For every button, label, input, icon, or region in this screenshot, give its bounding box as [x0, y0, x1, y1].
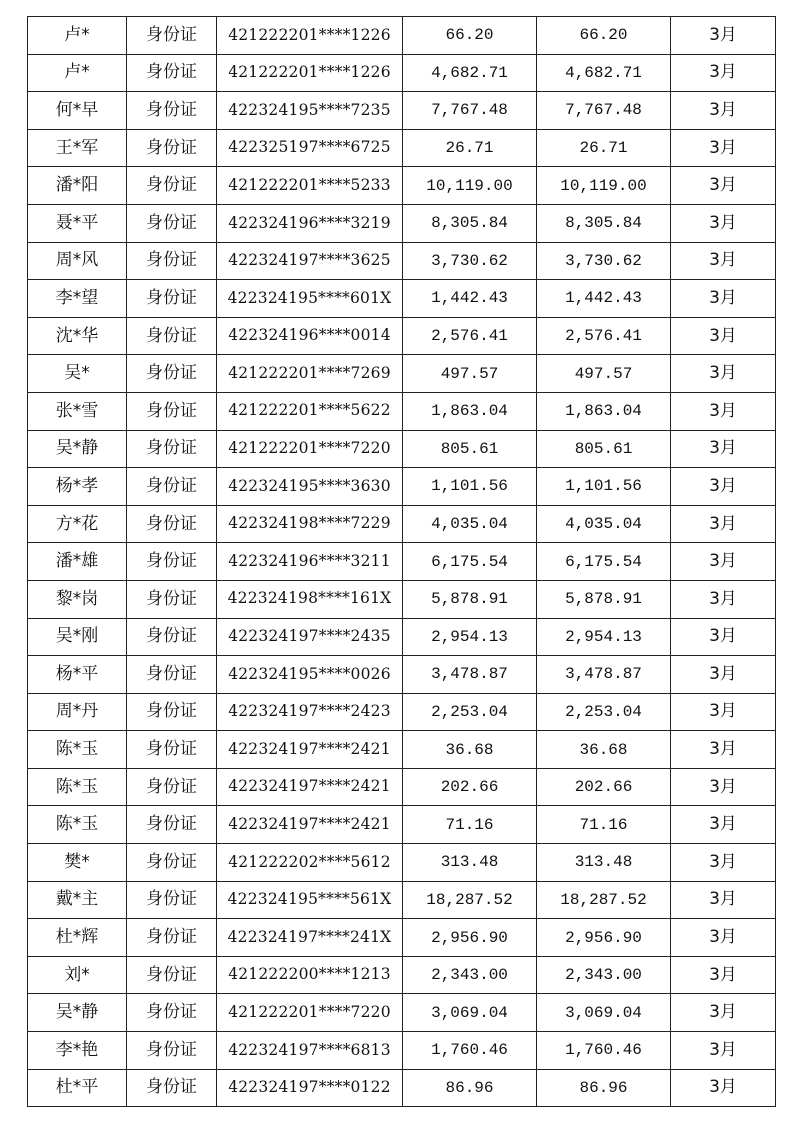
month-cell: 3月 [671, 768, 776, 806]
table-row [28, 54, 776, 92]
amount-a-cell: 1,101.56 [403, 468, 537, 506]
month-cell: 3月 [671, 844, 776, 882]
amount-a-cell: 5,878.91 [403, 580, 537, 618]
id-type-cell: 身份证 [127, 242, 217, 280]
amount-a-cell: 2,576.41 [403, 317, 537, 355]
id-type-cell: 身份证 [127, 280, 217, 318]
amount-a-cell: 26.71 [403, 129, 537, 167]
name-cell: 周*风 [28, 242, 127, 280]
id-type-cell: 身份证 [127, 317, 217, 355]
amount-a-cell: 10,119.00 [403, 167, 537, 205]
id-number-cell: 422324198****161X [217, 580, 403, 618]
name-cell: 樊* [28, 844, 127, 882]
amount-b-cell: 10,119.00 [537, 167, 671, 205]
month-cell: 3月 [671, 881, 776, 919]
table-row [28, 505, 776, 543]
amount-b-cell: 71.16 [537, 806, 671, 844]
name-cell: 戴*主 [28, 881, 127, 919]
amount-a-cell: 71.16 [403, 806, 537, 844]
amount-b-cell: 2,956.90 [537, 919, 671, 957]
id-number-cell: 422324196****3211 [217, 543, 403, 581]
month-cell: 3月 [671, 242, 776, 280]
payment-table-sheet [27, 16, 775, 1107]
month-cell: 3月 [671, 731, 776, 769]
table-row [28, 92, 776, 130]
amount-b-cell: 7,767.48 [537, 92, 671, 130]
table-row [28, 1032, 776, 1070]
table-row [28, 204, 776, 242]
amount-b-cell: 4,035.04 [537, 505, 671, 543]
amount-b-cell: 2,954.13 [537, 618, 671, 656]
name-cell: 杨*孝 [28, 468, 127, 506]
id-type-cell: 身份证 [127, 994, 217, 1032]
amount-b-cell: 2,343.00 [537, 956, 671, 994]
id-type-cell: 身份证 [127, 580, 217, 618]
id-number-cell: 421222201****1226 [217, 54, 403, 92]
amount-b-cell: 805.61 [537, 430, 671, 468]
id-type-cell: 身份证 [127, 204, 217, 242]
month-cell: 3月 [671, 919, 776, 957]
id-number-cell: 422324197****2421 [217, 731, 403, 769]
month-cell: 3月 [671, 956, 776, 994]
id-number-cell: 422324197****2423 [217, 693, 403, 731]
id-type-cell: 身份证 [127, 392, 217, 430]
id-type-cell: 身份证 [127, 505, 217, 543]
amount-b-cell: 1,442.43 [537, 280, 671, 318]
id-number-cell: 422324198****7229 [217, 505, 403, 543]
amount-b-cell: 8,305.84 [537, 204, 671, 242]
id-type-cell: 身份证 [127, 167, 217, 205]
amount-a-cell: 8,305.84 [403, 204, 537, 242]
month-cell: 3月 [671, 129, 776, 167]
table-row [28, 317, 776, 355]
month-cell: 3月 [671, 355, 776, 393]
month-cell: 3月 [671, 580, 776, 618]
name-cell: 张*雪 [28, 392, 127, 430]
name-cell: 李*艳 [28, 1032, 127, 1070]
amount-a-cell: 36.68 [403, 731, 537, 769]
id-type-cell: 身份证 [127, 92, 217, 130]
payment-table [27, 16, 776, 1107]
id-type-cell: 身份证 [127, 844, 217, 882]
name-cell: 潘*雄 [28, 543, 127, 581]
name-cell: 吴*刚 [28, 618, 127, 656]
id-type-cell: 身份证 [127, 806, 217, 844]
id-type-cell: 身份证 [127, 1032, 217, 1070]
name-cell: 潘*阳 [28, 167, 127, 205]
amount-b-cell: 2,253.04 [537, 693, 671, 731]
id-type-cell: 身份证 [127, 1069, 217, 1107]
table-row [28, 17, 776, 55]
table-row [28, 768, 776, 806]
table-row [28, 543, 776, 581]
table-row [28, 656, 776, 694]
amount-b-cell: 3,069.04 [537, 994, 671, 1032]
amount-a-cell: 66.20 [403, 17, 537, 55]
id-number-cell: 422324195****3630 [217, 468, 403, 506]
month-cell: 3月 [671, 806, 776, 844]
name-cell: 黎*岗 [28, 580, 127, 618]
amount-a-cell: 497.57 [403, 355, 537, 393]
month-cell: 3月 [671, 505, 776, 543]
table-row [28, 129, 776, 167]
id-type-cell: 身份证 [127, 355, 217, 393]
amount-a-cell: 805.61 [403, 430, 537, 468]
id-type-cell: 身份证 [127, 129, 217, 167]
table-row [28, 392, 776, 430]
name-cell: 王*军 [28, 129, 127, 167]
id-number-cell: 421222202****5612 [217, 844, 403, 882]
table-row [28, 580, 776, 618]
table-row [28, 468, 776, 506]
month-cell: 3月 [671, 1069, 776, 1107]
month-cell: 3月 [671, 17, 776, 55]
id-type-cell: 身份证 [127, 881, 217, 919]
amount-a-cell: 2,343.00 [403, 956, 537, 994]
month-cell: 3月 [671, 204, 776, 242]
amount-a-cell: 1,442.43 [403, 280, 537, 318]
month-cell: 3月 [671, 1032, 776, 1070]
table-row [28, 618, 776, 656]
id-number-cell: 421222201****1226 [217, 17, 403, 55]
month-cell: 3月 [671, 994, 776, 1032]
id-number-cell: 422324197****0122 [217, 1069, 403, 1107]
amount-a-cell: 4,035.04 [403, 505, 537, 543]
name-cell: 吴* [28, 355, 127, 393]
table-row [28, 844, 776, 882]
table-row [28, 693, 776, 731]
amount-a-cell: 1,760.46 [403, 1032, 537, 1070]
name-cell: 杜*辉 [28, 919, 127, 957]
amount-a-cell: 18,287.52 [403, 881, 537, 919]
table-row [28, 806, 776, 844]
id-type-cell: 身份证 [127, 618, 217, 656]
month-cell: 3月 [671, 468, 776, 506]
amount-a-cell: 7,767.48 [403, 92, 537, 130]
table-row [28, 731, 776, 769]
amount-b-cell: 26.71 [537, 129, 671, 167]
amount-b-cell: 5,878.91 [537, 580, 671, 618]
name-cell: 周*丹 [28, 693, 127, 731]
month-cell: 3月 [671, 618, 776, 656]
name-cell: 陈*玉 [28, 768, 127, 806]
id-number-cell: 422324197****3625 [217, 242, 403, 280]
amount-b-cell: 2,576.41 [537, 317, 671, 355]
id-number-cell: 422324196****3219 [217, 204, 403, 242]
amount-a-cell: 6,175.54 [403, 543, 537, 581]
table-body [28, 17, 776, 1107]
amount-b-cell: 36.68 [537, 731, 671, 769]
table-row [28, 430, 776, 468]
amount-a-cell: 3,478.87 [403, 656, 537, 694]
table-row [28, 355, 776, 393]
amount-b-cell: 4,682.71 [537, 54, 671, 92]
name-cell: 杨*平 [28, 656, 127, 694]
id-number-cell: 422324195****0026 [217, 656, 403, 694]
month-cell: 3月 [671, 543, 776, 581]
amount-a-cell: 4,682.71 [403, 54, 537, 92]
amount-a-cell: 2,253.04 [403, 693, 537, 731]
name-cell: 刘* [28, 956, 127, 994]
id-type-cell: 身份证 [127, 17, 217, 55]
amount-b-cell: 1,863.04 [537, 392, 671, 430]
month-cell: 3月 [671, 317, 776, 355]
id-type-cell: 身份证 [127, 543, 217, 581]
amount-a-cell: 2,954.13 [403, 618, 537, 656]
amount-a-cell: 1,863.04 [403, 392, 537, 430]
id-number-cell: 422324197****241X [217, 919, 403, 957]
table-row [28, 919, 776, 957]
amount-a-cell: 86.96 [403, 1069, 537, 1107]
amount-b-cell: 202.66 [537, 768, 671, 806]
id-type-cell: 身份证 [127, 656, 217, 694]
id-type-cell: 身份证 [127, 919, 217, 957]
month-cell: 3月 [671, 280, 776, 318]
amount-b-cell: 497.57 [537, 355, 671, 393]
id-number-cell: 422324197****6813 [217, 1032, 403, 1070]
table-row [28, 242, 776, 280]
name-cell: 卢* [28, 54, 127, 92]
id-number-cell: 421222200****1213 [217, 956, 403, 994]
table-row [28, 956, 776, 994]
name-cell: 何*早 [28, 92, 127, 130]
month-cell: 3月 [671, 693, 776, 731]
table-row [28, 994, 776, 1032]
table-row [28, 167, 776, 205]
month-cell: 3月 [671, 92, 776, 130]
id-number-cell: 421222201****7220 [217, 430, 403, 468]
name-cell: 吴*静 [28, 430, 127, 468]
id-number-cell: 422324195****601X [217, 280, 403, 318]
month-cell: 3月 [671, 54, 776, 92]
id-type-cell: 身份证 [127, 768, 217, 806]
id-type-cell: 身份证 [127, 693, 217, 731]
amount-a-cell: 3,730.62 [403, 242, 537, 280]
id-type-cell: 身份证 [127, 956, 217, 994]
amount-a-cell: 3,069.04 [403, 994, 537, 1032]
month-cell: 3月 [671, 392, 776, 430]
amount-b-cell: 1,101.56 [537, 468, 671, 506]
table-row [28, 881, 776, 919]
amount-b-cell: 3,478.87 [537, 656, 671, 694]
table-row [28, 280, 776, 318]
name-cell: 陈*玉 [28, 806, 127, 844]
id-type-cell: 身份证 [127, 731, 217, 769]
id-type-cell: 身份证 [127, 54, 217, 92]
name-cell: 方*花 [28, 505, 127, 543]
id-number-cell: 421222201****5233 [217, 167, 403, 205]
id-number-cell: 421222201****5622 [217, 392, 403, 430]
table-row [28, 1069, 776, 1107]
id-number-cell: 422325197****6725 [217, 129, 403, 167]
id-number-cell: 422324195****561X [217, 881, 403, 919]
name-cell: 吴*静 [28, 994, 127, 1032]
id-number-cell: 422324195****7235 [217, 92, 403, 130]
amount-b-cell: 313.48 [537, 844, 671, 882]
amount-b-cell: 18,287.52 [537, 881, 671, 919]
id-number-cell: 421222201****7269 [217, 355, 403, 393]
id-type-cell: 身份证 [127, 468, 217, 506]
amount-b-cell: 6,175.54 [537, 543, 671, 581]
name-cell: 陈*玉 [28, 731, 127, 769]
name-cell: 杜*平 [28, 1069, 127, 1107]
id-type-cell: 身份证 [127, 430, 217, 468]
amount-b-cell: 86.96 [537, 1069, 671, 1107]
id-number-cell: 422324197****2421 [217, 806, 403, 844]
id-number-cell: 421222201****7220 [217, 994, 403, 1032]
amount-a-cell: 313.48 [403, 844, 537, 882]
name-cell: 卢* [28, 17, 127, 55]
month-cell: 3月 [671, 656, 776, 694]
month-cell: 3月 [671, 167, 776, 205]
amount-a-cell: 202.66 [403, 768, 537, 806]
name-cell: 聂*平 [28, 204, 127, 242]
name-cell: 沈*华 [28, 317, 127, 355]
amount-a-cell: 2,956.90 [403, 919, 537, 957]
amount-b-cell: 1,760.46 [537, 1032, 671, 1070]
month-cell: 3月 [671, 430, 776, 468]
id-number-cell: 422324196****0014 [217, 317, 403, 355]
id-number-cell: 422324197****2435 [217, 618, 403, 656]
amount-b-cell: 66.20 [537, 17, 671, 55]
id-number-cell: 422324197****2421 [217, 768, 403, 806]
name-cell: 李*望 [28, 280, 127, 318]
amount-b-cell: 3,730.62 [537, 242, 671, 280]
